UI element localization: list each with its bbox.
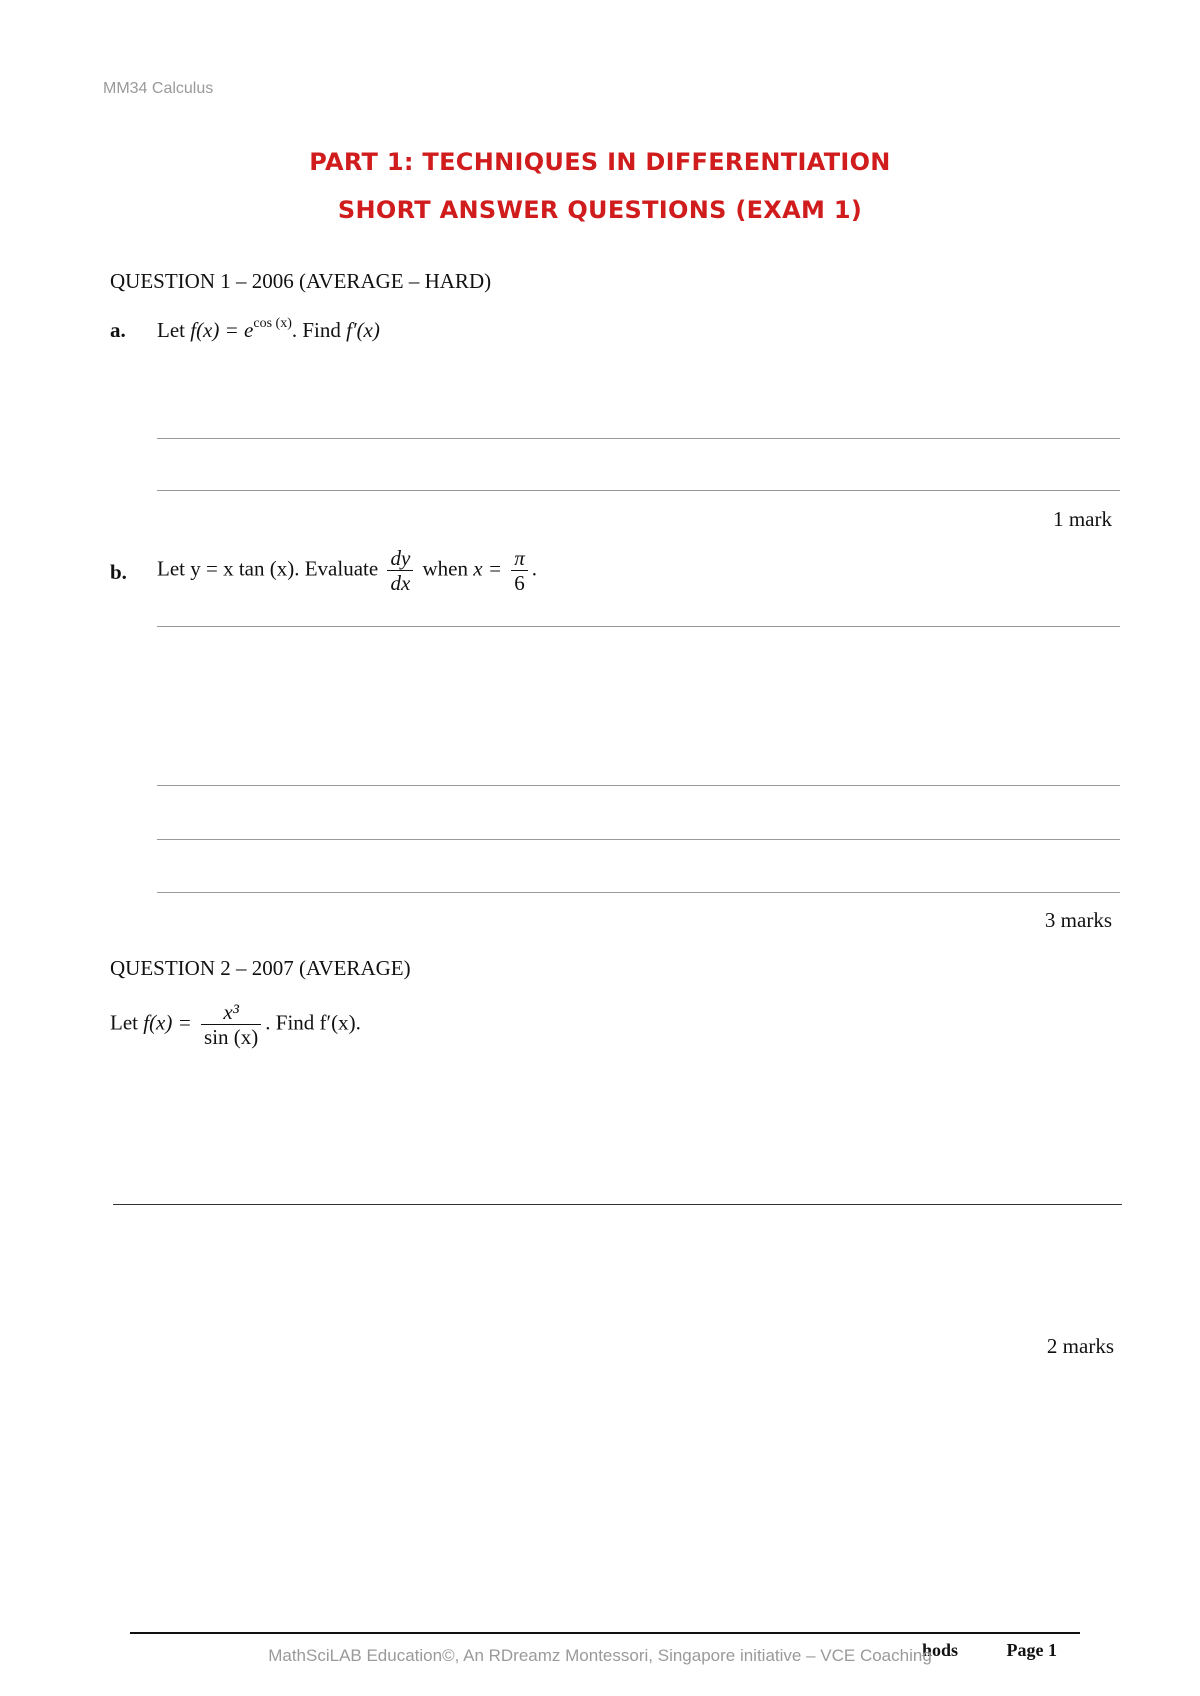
footer-credit: MathSciLAB Education©, An RDreamz Montessori, Singapore initiative – VCE Coaching (268, 1646, 932, 1665)
question-2-heading: QUESTION 2 – 2007 (AVERAGE) (110, 956, 411, 980)
q1a-label: a. (110, 318, 126, 342)
q2-find: . Find f′(x). (265, 1010, 361, 1035)
q2-fraction (201, 1000, 261, 1049)
q1a-exponent: cos (x) (253, 316, 292, 331)
q2-let: Let (110, 1010, 138, 1035)
page-number: Page 1 (1006, 1640, 1057, 1660)
six: 6 (514, 571, 525, 595)
q2-fx: f(x) = (143, 1010, 192, 1035)
q1b-when: when (422, 556, 469, 581)
q2-text (110, 1000, 361, 1049)
footer-fragment: hods (922, 1640, 959, 1660)
q2-denominator: sin (x) (204, 1025, 259, 1049)
q1b-xeq: x = (473, 556, 503, 581)
q2-numerator: x³ (201, 1000, 261, 1025)
q1a-let: Let (157, 318, 185, 342)
answer-line (157, 785, 1120, 786)
q1a-text (157, 318, 380, 343)
q1a-marks: 1 mark (1053, 507, 1112, 531)
title-section: SHORT ANSWER QUESTIONS (EXAM 1) (337, 196, 863, 224)
q1b-marks: 3 marks (1044, 908, 1112, 932)
q1b-label: b. (110, 560, 127, 584)
dx: dx (390, 571, 411, 595)
course-header: MM34 Calculus (103, 80, 214, 97)
q1b-let: Let y = x tan (x). Evaluate (157, 556, 379, 581)
q2-marks: 2 marks (1046, 1334, 1114, 1358)
q1b-end: . (531, 556, 538, 581)
dy-dx-fraction (387, 546, 413, 595)
dy: dy (387, 546, 413, 571)
q1b-text (157, 546, 537, 595)
answer-line (157, 626, 1120, 627)
pi: π (511, 546, 528, 571)
question-1-heading: QUESTION 1 – 2006 (AVERAGE – HARD) (110, 269, 492, 293)
q1a-fprime: f′(x) (346, 318, 380, 342)
answer-line (113, 1204, 1122, 1205)
title-part: PART 1: TECHNIQUES IN DIFFERENTIATION (309, 148, 891, 176)
answer-line (157, 892, 1120, 893)
answer-line (157, 839, 1120, 840)
answer-line (157, 490, 1120, 491)
q1a-find: . Find (291, 318, 341, 342)
q1a-fx: f(x) = e (190, 318, 254, 342)
answer-line (157, 438, 1120, 439)
footer-divider (130, 1632, 1080, 1634)
pi-over-6-fraction (511, 546, 528, 595)
